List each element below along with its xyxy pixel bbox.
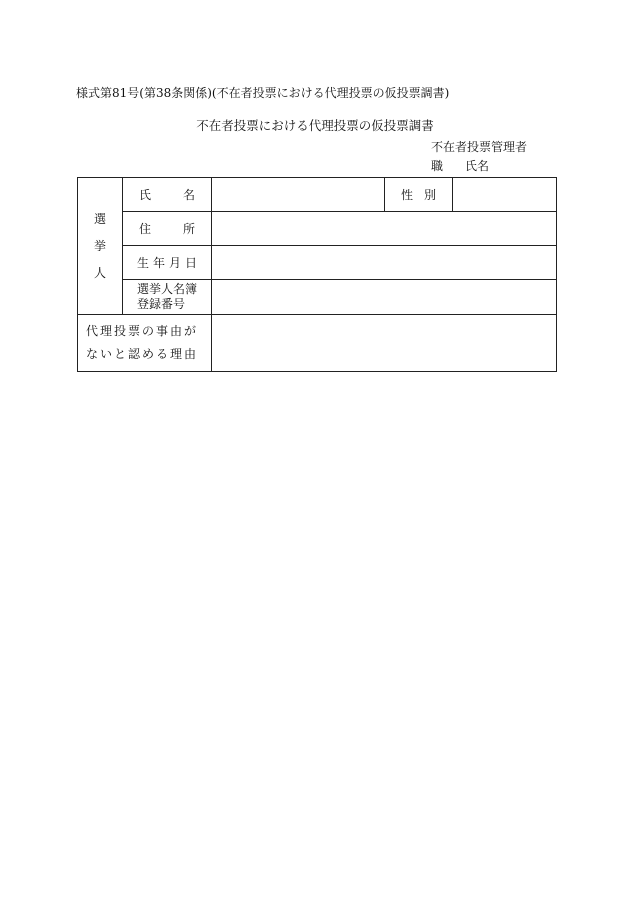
- address-label-char: 所: [182, 222, 195, 236]
- document-title: 不在者投票における代理投票の仮投票調書: [196, 118, 434, 133]
- address-label-cell: [123, 212, 212, 246]
- birthdate-label-char: 年: [152, 256, 165, 270]
- reason-label-cell: [78, 315, 212, 372]
- reason-label-line1: 代理投票の事由が: [86, 324, 199, 338]
- name-label-char: 氏: [139, 188, 152, 202]
- registry-label-line2: 登録番号: [137, 297, 186, 311]
- sex-label-char: 別: [423, 188, 436, 202]
- birthdate-label-char: 生: [137, 256, 150, 270]
- name-label-char: 名: [182, 188, 195, 202]
- birthdate-label-char: 月: [168, 256, 181, 270]
- elector-header-char: 選: [93, 211, 106, 226]
- form-reference: 様式第81号(第38条関係)(不在者投票における代理投票の仮投票調書): [76, 86, 450, 100]
- birthdate-label-cell: [123, 246, 212, 280]
- signature-name-label: 氏名: [465, 159, 490, 173]
- birthdate-label-char: 日: [184, 256, 197, 270]
- position-name-line: [431, 157, 527, 176]
- name-value-cell[interactable]: [212, 178, 385, 212]
- absentee-voting-manager-label: 不在者投票管理者: [431, 140, 528, 154]
- sex-value-cell[interactable]: [453, 178, 557, 212]
- elector-header-char: 人: [93, 265, 106, 280]
- position-label: 職: [431, 159, 444, 173]
- sex-label-cell: [385, 178, 453, 212]
- address-value-cell[interactable]: [212, 212, 557, 246]
- provisional-vote-record-table: [77, 177, 557, 372]
- elector-header-char: 挙: [93, 238, 106, 253]
- reason-value-cell[interactable]: [212, 315, 557, 372]
- reason-label-line2: ないと認める理由: [86, 347, 199, 361]
- registry-number-value-cell[interactable]: [212, 280, 557, 315]
- birthdate-value-cell[interactable]: [212, 246, 557, 280]
- registry-label-line1: 選挙人名簿: [137, 282, 198, 296]
- name-label-cell: [123, 178, 212, 212]
- elector-header-cell: [78, 178, 123, 315]
- registry-number-label-cell: [123, 280, 212, 315]
- signature-block: [431, 138, 527, 176]
- address-label-char: 住: [139, 222, 152, 236]
- sex-label-char: 性: [401, 188, 414, 202]
